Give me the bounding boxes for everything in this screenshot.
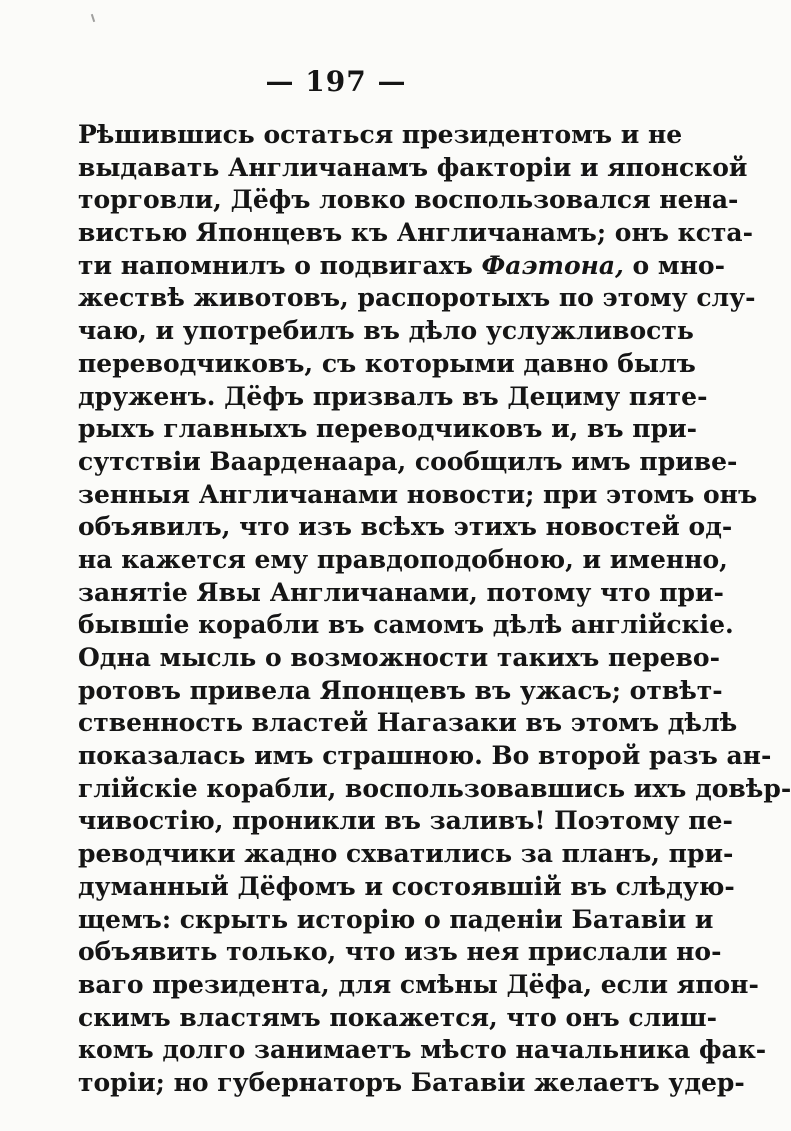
text-line: щемъ: скрыть исторію о паденіи Батавіи и <box>78 904 714 934</box>
text-segment: о мно- <box>623 250 725 280</box>
print-mark <box>91 14 95 22</box>
text-line: ственность властей Нагазаки въ этомъ дѣлѣ <box>78 708 738 738</box>
text-line: чаю, и употребилъ въ дѣло услужливость <box>78 316 694 346</box>
text-line: на кажется ему правдоподобною, и именно, <box>78 544 728 574</box>
text-line: вистью Японцевъ къ Англичанамъ; онъ кста- <box>78 218 753 248</box>
text-line: Одна мысль о возможности такихъ перево- <box>78 643 720 672</box>
text-segment: ти напомнилъ о подвигахъ <box>78 250 482 280</box>
text-line: рыхъ главныхъ переводчиковъ и, въ при- <box>78 414 698 444</box>
text-line: ротовъ привела Японцевъ въ ужасъ; отвѣт- <box>78 675 723 705</box>
text-line: бывшіе корабли въ самомъ дѣлѣ англійскіе. <box>78 610 734 640</box>
text-line: ваго президента, для смѣны Дёфа, если япон- <box>78 969 759 999</box>
text-line: жествѣ животовъ, распоротыхъ по этому слу- <box>78 283 756 313</box>
text-line: сутствіи Ваарденаара, сообщилъ имъ приве- <box>78 446 738 476</box>
text-line: скимъ властямъ покажется, что онъ слиш- <box>78 1002 718 1032</box>
text-line: Рѣшившись остаться президентомъ и не <box>78 120 683 149</box>
text-line: объявить только, что изъ нея прислали но- <box>78 937 722 967</box>
text-line-with-italic <box>78 250 725 283</box>
text-line: переводчиковъ, съ которыми давно былъ <box>78 348 696 378</box>
text-line: реводчики жадно схватились за планъ, при- <box>78 839 734 869</box>
ship-name-italic: Фаэтона, <box>481 250 624 280</box>
text-line: выдавать Англичанамъ факторіи и японской <box>78 152 748 182</box>
body-text <box>78 119 791 1100</box>
text-line: торіи; но губернаторъ Батавіи желаетъ удер- <box>78 1067 745 1097</box>
text-line: объявилъ, что изъ всѣхъ этихъ новостей од- <box>78 512 733 542</box>
text-line: зенныя Англичанами новости; при этомъ онъ <box>78 479 758 509</box>
text-line: глійскіе корабли, воспользовавшись ихъ довѣр- <box>78 773 791 803</box>
text-line: чивостію, проникли въ заливъ! Поэтому пе- <box>78 806 733 836</box>
page-number: — 197 — <box>265 65 407 98</box>
text-line: занятіе Явы Англичанами, потому что при- <box>78 577 724 607</box>
text-line: показалась имъ страшною. Во второй разъ ан- <box>78 741 772 771</box>
text-line: торговли, Дёфъ ловко воспользовался нена- <box>78 185 739 215</box>
text-line: друженъ. Дёфъ призвалъ въ Дециму пяте- <box>78 381 708 411</box>
text-line: комъ долго занимаетъ мѣсто начальника фак- <box>78 1035 767 1065</box>
text-line: думанный Дёфомъ и состоявшій въ слѣдую- <box>78 871 735 901</box>
